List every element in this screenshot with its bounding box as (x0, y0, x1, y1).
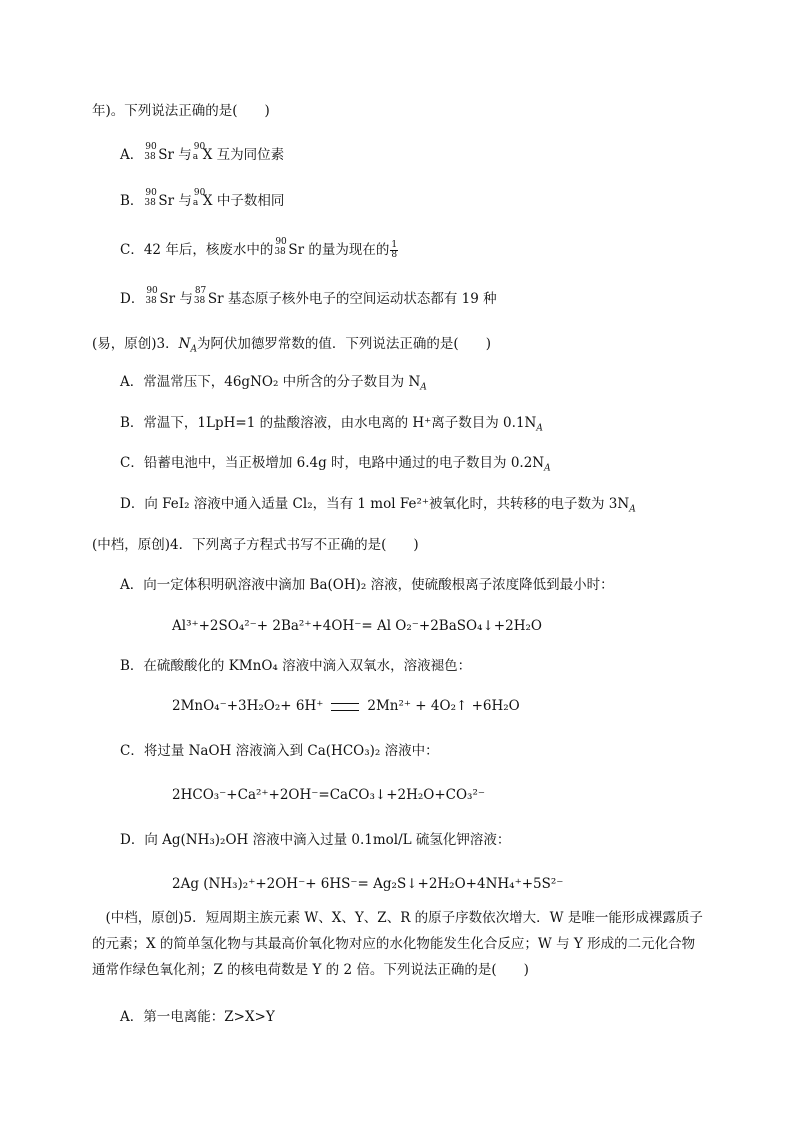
q4-option-a: A．向一定体积明矾溶液中滴加 Ba(OH)₂ 溶液，使硫酸根离子浓度降低到最小时： (120, 577, 614, 593)
q4-option-d: D．向 Ag(NH₃)₂OH 溶液中滴入过量 0.1mol/L 硫氢化钾溶液： (120, 832, 511, 848)
nuclide-x90: 90 a (192, 187, 206, 208)
q5-option-a: A．第一电离能：Z>X>Y (120, 1009, 275, 1025)
q3-option-c: C．铅蓄电池中，当正极增加 6.4g 时，电路中通过的电子数目为 $0.2N_A$ (120, 455, 551, 474)
nuclide-x90: 90 a (192, 141, 206, 162)
q4-equation-c: 2HCO₃⁻+Ca²⁺+2OH⁻=CaCO₃↓+2H₂O+CO₃²⁻ (172, 787, 486, 803)
nuclide-sr90: 90 38 (274, 236, 287, 257)
fraction-one-eighth: $\frac{1}{8}$ (391, 240, 398, 260)
q2-option-c: C．42 年后，核废水中的 90 38 Sr 的量为现在的 $\frac{1}{8}$ (120, 236, 398, 260)
q2-option-d: D． 90 38 Sr 与 87 38 Sr 基态原子核外电子的空间运动状态都有 19 种 (120, 285, 497, 307)
q4-stem: (中档，原创)4．下列离子方程式书写不正确的是( ) (92, 537, 419, 553)
q4-equation-d: 2Ag (NH₃)₂⁺+2OH⁻+ 6HS⁻= Ag₂S↓+2H₂O+4NH₄⁺+5S²⁻ (172, 876, 564, 892)
nuclide-sr90: 90 38 (144, 141, 157, 162)
q4-equation-a: Al³⁺+2SO₄²⁻+ 2Ba²⁺+4OH⁻= Al O₂⁻+2BaSO₄↓+2H₂O (172, 618, 542, 634)
nuclide-sr90: 90 38 (145, 285, 158, 306)
nuclide-sr90: 90 38 (144, 187, 157, 208)
q4-option-c: C．将过量 NaOH 溶液滴入到 Ca(HCO₃)₂ 溶液中： (120, 743, 439, 759)
q3-option-d: D．向 FeI₂ 溶液中通入适量 Cl₂，当有 1 mol Fe²⁺被氧化时，共转移的电子数为 $3N_A$ (120, 496, 636, 515)
q3-option-a: A．常温常压下，46gNO₂ 中所含的分子数目为 $N_A$ (120, 374, 427, 393)
double-line-equals (331, 703, 359, 711)
q5-stem: (中档，原创)5．短周期主族元素 W、X、Y、Z、R 的原子序数依次增大．W 是唯一能形成裸露质子的元素；X 的简单氢化物与其最高价氧化物对应的水化物能发生化合反应；W 与 Y 形成的二元化合物通常作绿色氧化剂；Z 的核电荷数是 Y 的 2 倍。下列说法正确的是( ) (92, 910, 703, 978)
q2-option-b: B． 90 38 Sr 与 90 a X 中子数相同 (120, 187, 285, 209)
q2-option-a: A． 90 38 Sr 与 90 a X 互为同位素 (120, 141, 285, 163)
q3-stem: (易，原创)3．$N_A$为阿伏加德罗常数的值．下列说法正确的是( ) (92, 336, 491, 355)
nuclide-sr87: 87 38 (193, 285, 207, 306)
q3-option-b: B．常温下，1LpH=1 的盐酸溶液，由水电离的 H⁺离子数目为 $0.1N_A$ (120, 415, 543, 434)
q2-stem-tail: 年)。下列说法正确的是( ) (92, 103, 270, 119)
q4-equation-b: 2MnO₄⁻+3H₂O₂+ 6H⁺ 2Mn²⁺ + 4O₂↑ +6H₂O (172, 698, 520, 714)
q4-option-b: B．在硫酸酸化的 KMnO₄ 溶液中滴入双氧水，溶液褪色： (120, 658, 472, 674)
